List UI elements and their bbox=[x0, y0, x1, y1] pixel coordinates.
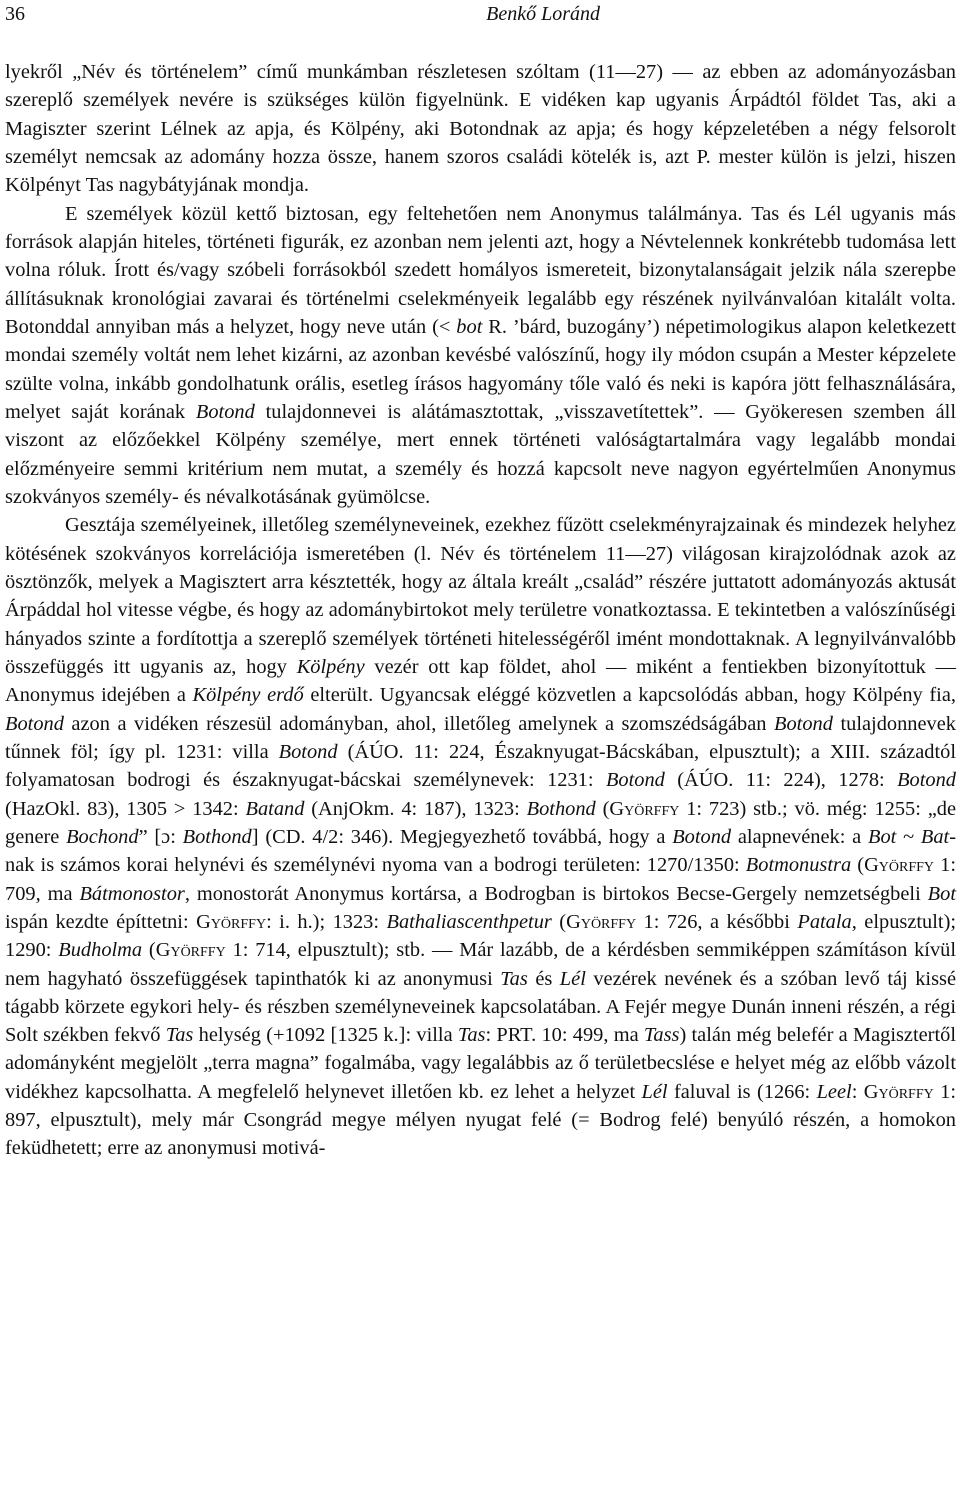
italic-text: Bátmonostor bbox=[79, 882, 185, 905]
small-caps-text: Györffy bbox=[609, 797, 680, 820]
text-run: Gesztája személyeinek, illetőleg személyneveinek, ezekhez fűzött cselekményrajzainak és mindezek helyhez kötésének szokványos korrelációja ismeretében (l. Név és történelem 11—27) világosan kirajzolódnak azok az ösztönzők, melyek a Magisztert arra késztették, hogy az általa kreált „család” részére juttatott adományozás aktusát Árpáddal hol vitesse végbe, és hogy az adománybirtokot mely területre vonatkoztassa. E tekintetben a valószínűségi hányados szinte a fordítottja a szereplő személyek történeti hitelességéről imént mondottaknak. A legnyilvánvalóbb összefüggés itt ugyanis az, hogy bbox=[5, 514, 956, 678]
italic-text: Bot bbox=[927, 882, 956, 905]
italic-text: Botond bbox=[5, 712, 64, 735]
italic-text: Bathaliascenthpetur bbox=[386, 910, 552, 933]
small-caps-text: Györffy bbox=[566, 910, 637, 933]
text-run: ) talán még belefér a Magisztertől adományként megjelölt „terra magna” fogalmába, vagy legalábbis az ő területbecslése e helyet még az előbb vázolt vidékhez kapcsolhatta. A megfelelő helynevet illetően kb. ez lehet a helyzet bbox=[5, 1024, 956, 1103]
text-run: (ÁÚO. 11: 224), 1278: bbox=[664, 769, 898, 792]
text-run: faluval is (1266: bbox=[667, 1080, 817, 1103]
text-run: vezérek nevének és a szóban levő táj kissé tágabb körzete egykori hely- és részben személyneveinek kapcsolatában. A Fejér megye Dunán inneni részén, a régi Solt székben fekvő bbox=[5, 967, 956, 1047]
text-run: tulajdonnevek tűnnek föl; így pl. 1231: villa bbox=[5, 712, 956, 763]
text-run: azon a vidéken részesül adományban, ahol, illetőleg amelynek a szomszédságában bbox=[63, 712, 775, 735]
text-run: lyekről „Név és történelem” című munkámban részletesen szóltam (11—27) — az ebben az adományozásban szereplő személyek nevére is szükséges külön figyelnünk. E vidéken kap ugyanis Árpádtól földet Tas, aki a Magiszter szerint Lélnek az apja, és Kölpény, aki Botondnak az apja; és hogy képzeletében a négy felsorolt személyt nemcsak az adomány hozza össze, hanem szoros családi kötelék is, azt P. mester külön is jelzi, hiszen Kölpényt Tas nagybátyjának mondja. bbox=[5, 61, 956, 197]
text-run: , elpusztult); 1290: bbox=[5, 910, 957, 962]
text-run: vezér ott kap földet, ahol — miként a fentiekben bizonyítottuk — Anonymus idejében a bbox=[5, 655, 956, 707]
text-run: (HazOkl. 83), 1305 > 1342: bbox=[5, 797, 246, 820]
italic-text: Botond bbox=[774, 712, 833, 735]
small-caps-text: Györffy bbox=[196, 910, 267, 933]
italic-text: Tas bbox=[500, 967, 528, 990]
italic-text: Botmonustra bbox=[745, 854, 852, 877]
italic-text: Batand bbox=[245, 797, 305, 820]
italic-text: Leel bbox=[816, 1080, 852, 1103]
text-run: elterült. Ugyancsak eléggé közvetlen a kapcsolódás abban, hogy Kölpény fia, bbox=[303, 684, 956, 707]
italic-text: bot bbox=[456, 315, 483, 338]
text-run: 1: 726, a későbbi bbox=[636, 910, 798, 933]
small-caps-text: Györffy bbox=[863, 1080, 934, 1103]
text-run: ] (CD. 4/2: 346). Megjegyezhető továbbá, hogy a bbox=[251, 825, 673, 848]
italic-text: Bothond bbox=[526, 797, 596, 820]
italic-text: Kölpény bbox=[296, 655, 365, 678]
text-run: R. ’bárd, buzogány’) népetimologikus alapon keletkezett mondai személy voltát nem lehet kizárni, az azonban kevésbé valószínű, hogy ily módon csupán a Mester képzelete szülte volna, inkább gondolhatunk orális, esetleg írásos hagyomány tőle való és neki is kapóra jött felhasználására, melyet saját korának bbox=[5, 315, 956, 423]
page-number: 36 bbox=[5, 3, 25, 25]
italic-text: Kölpény erdő bbox=[192, 684, 304, 707]
text-run: helység (+1092 [1325 k.]: villa bbox=[193, 1024, 458, 1047]
text-run: , monostorát Anonymus kortársa, a Bodrogban is birtokos Becse-Gergely nemzetségbeli bbox=[184, 882, 928, 905]
running-header bbox=[5, 0, 956, 36]
text-run: : PRT. 10: 499, ma bbox=[485, 1024, 644, 1047]
italic-text: Budholma bbox=[58, 939, 143, 962]
text-run: ” [ɔ: bbox=[138, 825, 183, 848]
italic-text: Lél bbox=[559, 967, 586, 990]
text-run: 1: 897, elpusztult), mely már Csongrád megye mélyen nyugat felé (= Bodrog felé) benyúló részén, a homokon feküdhetett; erre az anonymusi motivá- bbox=[5, 1080, 956, 1160]
italic-text: Tas bbox=[165, 1024, 194, 1047]
italic-text: Bot bbox=[867, 825, 897, 848]
text-run: ~ bbox=[896, 825, 921, 848]
text-run: : i. h.); 1323: bbox=[266, 910, 387, 933]
paragraph bbox=[5, 58, 956, 200]
italic-text: Botond bbox=[897, 769, 956, 792]
italic-text: Bat bbox=[920, 825, 950, 848]
text-run: ( bbox=[595, 797, 610, 820]
text-run: alapnevének: a bbox=[731, 825, 868, 848]
italic-text: Tas bbox=[457, 1024, 486, 1047]
small-caps-text: Györffy bbox=[864, 854, 935, 877]
italic-text: Bothond bbox=[182, 825, 252, 848]
paragraph bbox=[5, 511, 956, 1163]
text-run: ( bbox=[851, 854, 865, 877]
italic-text: Patala bbox=[797, 910, 852, 933]
small-caps-text: Györffy bbox=[155, 939, 226, 962]
text-run: ( bbox=[142, 939, 156, 962]
text-run: (AnjOkm. 4: 187), 1323: bbox=[304, 797, 527, 820]
text-run: és bbox=[527, 967, 560, 990]
text-run: 1: 709, ma bbox=[5, 854, 956, 905]
text-run: -nak is számos korai helynévi és személynévi nyoma van a bodrogi területen: 1270/1350: bbox=[5, 825, 956, 877]
italic-text: Bochond bbox=[66, 825, 139, 848]
italic-text: Botond bbox=[605, 769, 665, 792]
italic-text: Tass bbox=[643, 1024, 680, 1047]
text-run: 1: 714, elpusztult); stb. — Már lazább, de a kérdésben semmiképpen számításon kívül nem hagyható összefüggések tapinthatók ki az anonymusi bbox=[5, 939, 957, 990]
text-run: 1: 723) stb.; vö. még: 1255: „de genere bbox=[5, 797, 957, 848]
italic-text: Botond bbox=[195, 400, 255, 423]
running-head-author: Benkő Loránd bbox=[486, 3, 600, 25]
italic-text: Lél bbox=[641, 1080, 668, 1103]
text-run: (ÁÚO. 11: 224, Északnyugat-Bácskában, elpusztult); a XIII. századtól folyamatosan bodrogi és északnyugat-bácskai személynevek: 1231: bbox=[5, 740, 956, 792]
text-run: ispán kezdte építtetni: bbox=[5, 910, 197, 933]
text-run: E személyek közül kettő biztosan, egy feltehetően nem Anonymus találmánya. Tas és Lél ugyanis más források alapján hiteles, történeti figurák, ez azonban nem jelenti azt, hogy a Névtelennek konkrétebb tudomása lett volna róluk. Írott és/vagy szóbeli forrásokból szedett homályos ismereteit, bizonytalanságait jelzik nála szerepbe állításuknak kronológiai zavarai és történelmi cselekményeik legalább egy részének nyilvánvalóan kitalált volta. Botonddal annyiban más a helyzet, hogy neve után (< bbox=[5, 202, 956, 338]
text-run: : bbox=[851, 1080, 864, 1103]
italic-text: Botond bbox=[278, 740, 338, 763]
text-run: tulajdonnevei is alátámasztottak, „visszavetítettek”. — Gyökeresen szemben áll viszont az előzőekkel Kölpény személye, mert ennek történeti valóságtartalmára vagy legalább mondai előzményeire semmi kritérium nem mutat, a személy és hozzá kapcsolt neve nagyon egyértelműen Anonymus szokványos személy- és névalkotásának gyümölcse. bbox=[5, 400, 956, 508]
body-text bbox=[5, 58, 956, 1163]
italic-text: Botond bbox=[672, 825, 732, 848]
paragraph bbox=[5, 200, 956, 512]
text-run: ( bbox=[551, 910, 567, 933]
